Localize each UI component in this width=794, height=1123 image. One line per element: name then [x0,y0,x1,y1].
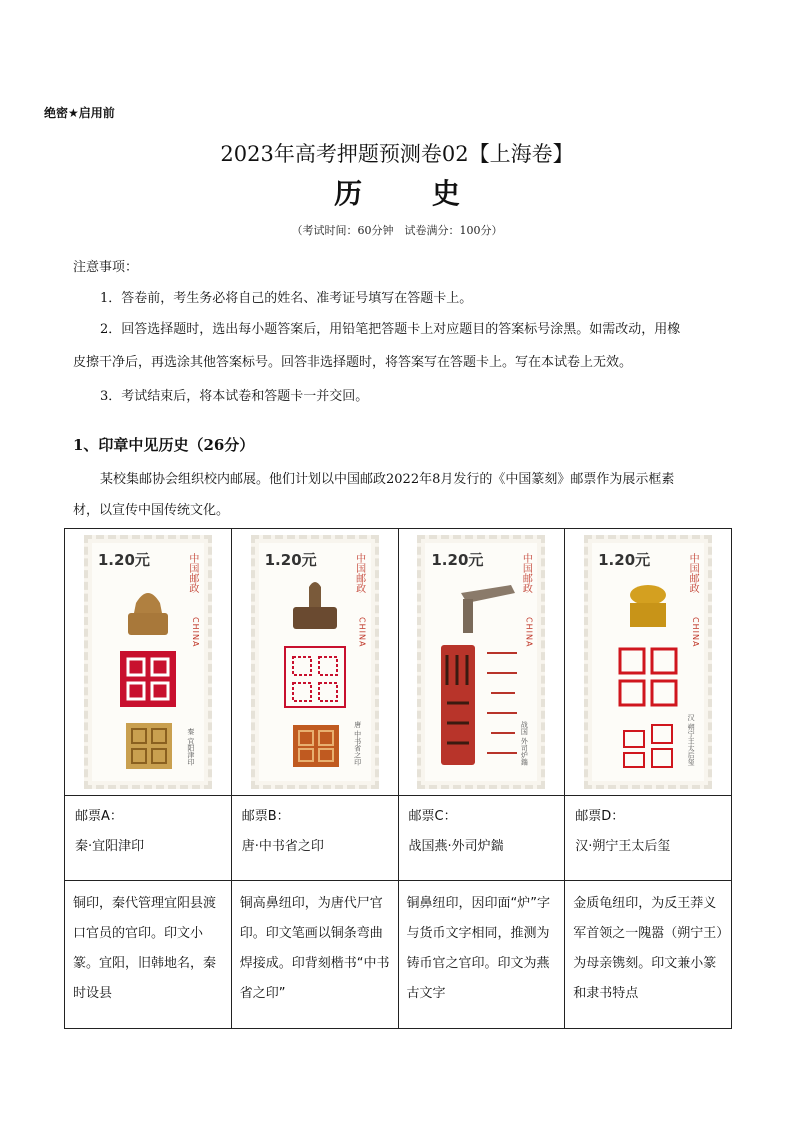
stamp-china: CHINA [357,617,367,648]
section-title: 1、印章中见历史（26分） [73,436,255,454]
stamp-cell-b [231,529,398,796]
stamp-name: 战国燕·外司炉鍴 [408,839,504,854]
stamp-label-c [398,796,565,881]
seal-knob [309,582,321,607]
stamp-name: 汉·朔宁王太后玺 [575,839,671,854]
stamp-cell-c [398,529,565,796]
note-item-2-cont: 皮擦干净后，再选涂其他答案标号。回答非选择题时，将答案写在答题卡上。写在本试卷上无效。 [73,355,633,370]
stamp-label-b [231,796,398,881]
stamp-country: 中国邮政 [186,553,198,593]
exam-title: 2023年高考押题预测卷02【上海卷】 [220,142,574,166]
stamp-desc-a: 铜印，秦代管理宜阳县渡口官员的官印。印文小篆。宜阳，旧韩地名，秦时设县 [65,881,232,1029]
seal-glyphs [293,657,337,701]
stamp-caption: 唐 中书省之印 [353,720,362,765]
seal-glyphs [487,653,517,753]
seal-face-glyphs [624,725,672,767]
section-intro-line1: 某校集邮协会组织校内邮展。他们计划以中国邮政2022年8月发行的《中国篆刻》邮票作为展示框素 [100,472,675,487]
stamp-image-row [65,529,732,796]
stamp-cell-d [565,529,732,796]
seal-body [293,607,337,629]
seal-body [128,613,168,635]
stamp-china: CHINA [691,617,701,648]
notes-title: 注意事项： [73,260,139,275]
stamp-label: 邮票B： [241,809,290,824]
stamp-country: 中国邮政 [687,553,699,593]
stamp-label: 邮票C： [408,809,457,824]
seal-imprint [616,645,680,709]
note-item-3: 3．考试结束后，将本试卷和答题卡一并交回。 [100,389,369,404]
stamp-desc-d: 金质龟纽印，为反王莽义军首领之一隗嚣（朔宁王）为母亲镌刻。印文兼小篆和隶书特点 [565,881,732,1029]
stamp-name: 秦·宜阳津印 [75,839,145,854]
confidential-mark: 绝密★启用前 [44,106,115,120]
seal-knob [630,585,666,605]
stamp-country: 中国邮政 [520,553,532,593]
stamp-country: 中国邮政 [353,553,365,593]
stamp-label: 邮票A： [75,809,123,824]
exam-info: （考试时间：60分钟 试卷满分：100分） [291,224,503,237]
note-item-2: 2．回答选择题时，选出每小题答案后，用铅笔把答题卡上对应题目的答案标号涂黑。如需改动，用橡 [100,322,681,337]
stamp-name: 唐·中书省之印 [241,839,324,854]
stamp-caption: 战国 外司炉鍴 [520,720,529,765]
stamp-value: 1.20元 [431,551,484,569]
seal-illustration [98,573,198,773]
note-item-1: 1．答卷前，考生务必将自己的姓名、准考证号填写在答题卡上。 [100,291,473,306]
subject-title: 历 史 [334,177,490,210]
stamp-caption: 秦 宜阳津印 [186,727,195,765]
stamp-china: CHINA [524,617,534,648]
stamp-table [64,528,732,1029]
stamp-desc-b: 铜高鼻纽印，为唐代尸官印。印文笔画以铜条弯曲焊接成。印背刻楷书“中书省之印” [231,881,398,1029]
stamp-cell-a [65,529,232,796]
stamp-value: 1.20元 [264,551,317,569]
stamp-value: 1.20元 [97,551,150,569]
seal-body [463,599,473,633]
stamp-china: CHINA [190,617,200,648]
stamp-caption: 汉 朔宁王太后玺 [687,713,696,765]
stamp-label-d [565,796,732,881]
stamp-label-row [65,796,732,881]
stamp-label: 邮票D： [575,809,625,824]
seal-body [630,603,666,627]
stamp-a-image [84,535,212,789]
section-intro-line2: 材，以宣传中国传统文化。 [73,503,230,518]
stamp-desc-c: 铜鼻纽印，因印面“炉”字与货币文字相同，推测为铸币官之官印。印文为燕古文字 [398,881,565,1029]
stamp-value: 1.20元 [598,551,651,569]
stamp-d-image [584,535,712,789]
stamp-label-a [65,796,232,881]
stamp-c-image [417,535,545,789]
seal-glyphs [620,649,676,705]
seal-knob [134,593,162,613]
stamp-desc-row [65,881,732,1029]
seal-illustration [265,573,365,773]
stamp-b-image [251,535,379,789]
